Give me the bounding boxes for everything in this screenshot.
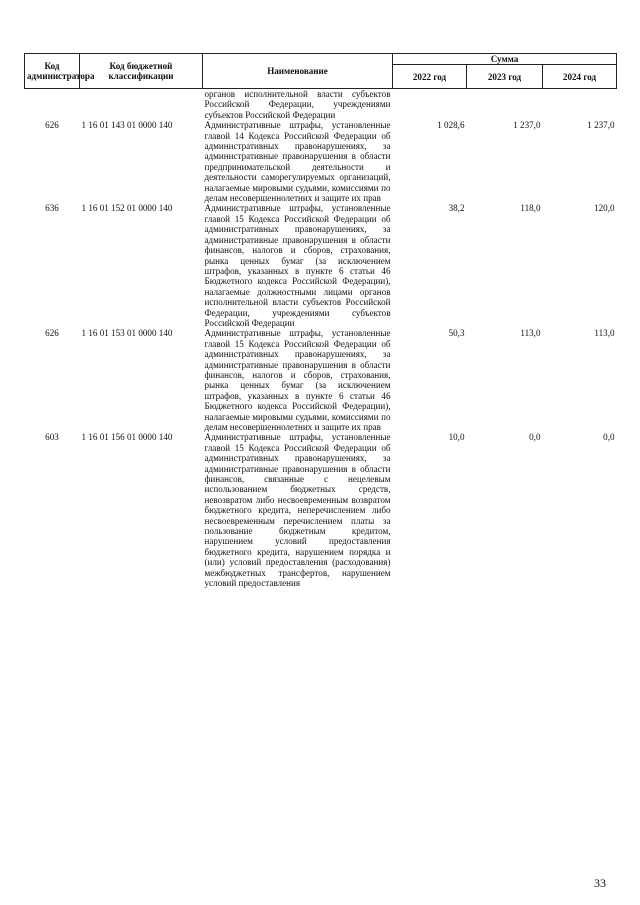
cell-2024: 113,0 — [594, 328, 615, 339]
header-year-2024: 2024 год — [543, 65, 617, 89]
cell-2022: 38,2 — [448, 203, 465, 214]
cell-2024: 120,0 — [594, 203, 615, 214]
header-admin-code: Код администратора — [25, 54, 80, 89]
cell-name: Административные штрафы, установленные главой 14 Кодекса Российской Федерации об административных правонарушениях, за административные правонарушения в области предпринимательской деятельности и деятельности саморегулируемых организаций, налагаемые мировыми судьями, комиссиями по делам несовершеннолетних и защите их прав — [204, 120, 391, 204]
cell-2024: 1 237,0 — [587, 120, 615, 131]
table-row — [25, 432, 617, 588]
header-sum: Сумма — [393, 54, 617, 65]
cell-2024: 0,0 — [603, 432, 615, 443]
cell-name: Административные штрафы, установленные главой 15 Кодекса Российской Федерации об административных правонарушениях, за административные правонарушения в области финансов, налогов и сборов, страхования, рынка ценных бумаг (за исключением штрафов, указанных в пункте 6 статьи 46 Бюджетного кодекса Российской Федерации), налагаемые мировыми судьями, комиссиями по делам несовершеннолетних и защите их прав — [204, 328, 391, 432]
cell-2023: 113,0 — [520, 328, 541, 339]
cell-name: Административные штрафы, установленные главой 15 Кодекса Российской Федерации об административных правонарушениях, за административные правонарушения в области финансов, связанные с нецелевым использованием бюджетных средств, невозвратом либо несвоевременным возвратом бюджетного кредита, неперечислением либо несвоевременным перечислением платы за пользование бюджетным кредитом, нарушением условий предоставления бюджетного кредита, нарушением порядка и (или) условий предоставления (расходования) межбюджетных трансфертов, нарушением условий предоставления — [204, 432, 391, 589]
header-name: Наименование — [203, 54, 393, 89]
header-kbk: Код бюджетной классификации — [80, 54, 203, 89]
table-row-continuation — [25, 89, 617, 121]
cell-name: Административные штрафы, установленные главой 15 Кодекса Российской Федерации об административных правонарушениях, за административные правонарушения в области финансов, налогов и сборов, страхования, рынка ценных бумаг (за исключением штрафов, указанных в пункте 6 статьи 46 Бюджетного кодекса Российской Федерации), налагаемые должностными лицами органов исполнительной власти субъектов Российской Федерации, учреждениями субъектов Российской Федерации — [204, 203, 391, 328]
cell-kbk — [80, 89, 203, 121]
cell-kbk: 1 16 01 143 01 0000 140 — [81, 120, 173, 131]
cell-2022: 1 028,6 — [437, 120, 465, 131]
cell-kbk: 1 16 01 152 01 0000 140 — [81, 203, 173, 214]
page-number: 33 — [594, 876, 606, 890]
table-row — [25, 203, 617, 328]
budget-revenue-table — [24, 53, 617, 589]
cell-admin: 636 — [45, 203, 59, 214]
header-year-2023: 2023 год — [467, 65, 543, 89]
cell-admin: 626 — [45, 120, 59, 131]
cell-admin: 603 — [45, 432, 59, 443]
header-year-2022: 2022 год — [393, 65, 467, 89]
cell-2022: 10,0 — [448, 432, 465, 443]
cell-admin: 626 — [45, 328, 59, 339]
cell-2023: 1 237,0 — [513, 120, 541, 131]
cell-name: органов исполнительной власти субъектов Российской Федерации, учреждениями субъектов Российской Федерации — [204, 89, 391, 120]
table-row — [25, 328, 617, 432]
cell-kbk: 1 16 01 153 01 0000 140 — [81, 328, 173, 339]
table-row — [25, 120, 617, 203]
cell-2023: 0,0 — [529, 432, 541, 443]
cell-kbk: 1 16 01 156 01 0000 140 — [81, 432, 173, 443]
cell-admin — [25, 89, 80, 121]
cell-2022: 50,3 — [448, 328, 465, 339]
cell-2023: 118,0 — [520, 203, 541, 214]
